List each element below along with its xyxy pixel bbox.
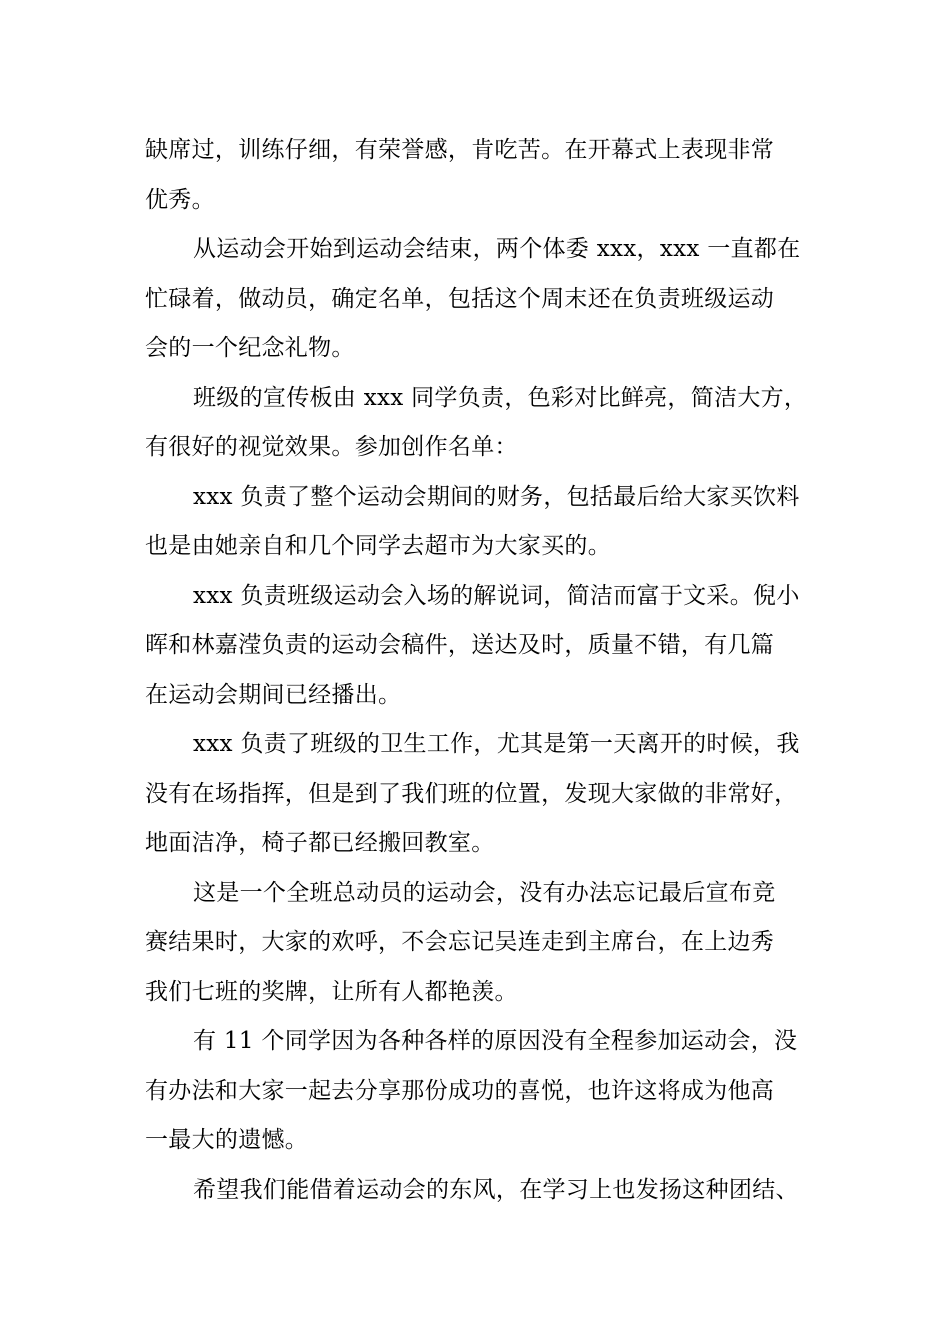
text-line: 有办法和大家一起去分享那份成功的喜悦，也许这将成为他高 xyxy=(145,1077,775,1104)
document-body xyxy=(145,126,845,1215)
text-line: 忙碌着，做动员，确定名单，包括这个周末还在负责班级运动 xyxy=(145,285,775,312)
text-line: 缺席过，训练仔细，有荣誉感，肯吃苦。在开幕式上表现非常 xyxy=(145,137,775,163)
paragraph-first-line: xxx 负责了整个运动会期间的财务，包括最后给大家买饮料 xyxy=(193,483,800,510)
paragraph-first-line: 有 11 个同学因为各种各样的原因没有全程参加运动会，没 xyxy=(193,1028,798,1054)
text-line: 赛结果时，大家的欢呼，不会忘记吴连走到主席台，在上边秀 xyxy=(145,929,775,955)
text-line: 会的一个纪念礼物。 xyxy=(145,335,355,361)
text-line: 有很好的视觉效果。参加创作名单： xyxy=(145,434,518,460)
paragraph-first-line: 班级的宣传板由 xxx 同学负责，色彩对比鲜亮，简洁大方， xyxy=(193,384,808,411)
text-line: 一最大的遗憾。 xyxy=(145,1127,309,1153)
paragraph-first-line: xxx 负责了班级的卫生工作，尤其是第一天离开的时候，我 xyxy=(193,731,800,757)
text-line: 也是由她亲自和几个同学去超市为大家买的。 xyxy=(145,533,611,559)
paragraph-first-line: 希望我们能借着运动会的东风，在学习上也发扬这种团结、 xyxy=(193,1176,799,1203)
paragraph-first-line: 这是一个全班总动员的运动会，没有办法忘记最后宣布竞 xyxy=(193,879,776,906)
text-line: 地面洁净，椅子都已经搬回教室。 xyxy=(145,830,495,856)
text-line: 在运动会期间已经播出。 xyxy=(145,681,402,708)
text-line: 晖和林嘉滢负责的运动会稿件，送达及时，质量不错，有几篇 xyxy=(145,632,775,658)
text-line: 我们七班的奖牌，让所有人都艳羡。 xyxy=(145,978,518,1005)
paragraph-first-line: 从运动会开始到运动会结束，两个体委 xxx，xxx 一直都在 xyxy=(193,236,801,262)
text-line: 没有在场指挥，但是到了我们班的位置，发现大家做的非常好， xyxy=(145,780,798,807)
paragraph-first-line: xxx 负责班级运动会入场的解说词，简洁而富于文采。倪小 xyxy=(193,582,800,609)
text-line: 优秀。 xyxy=(145,186,215,213)
